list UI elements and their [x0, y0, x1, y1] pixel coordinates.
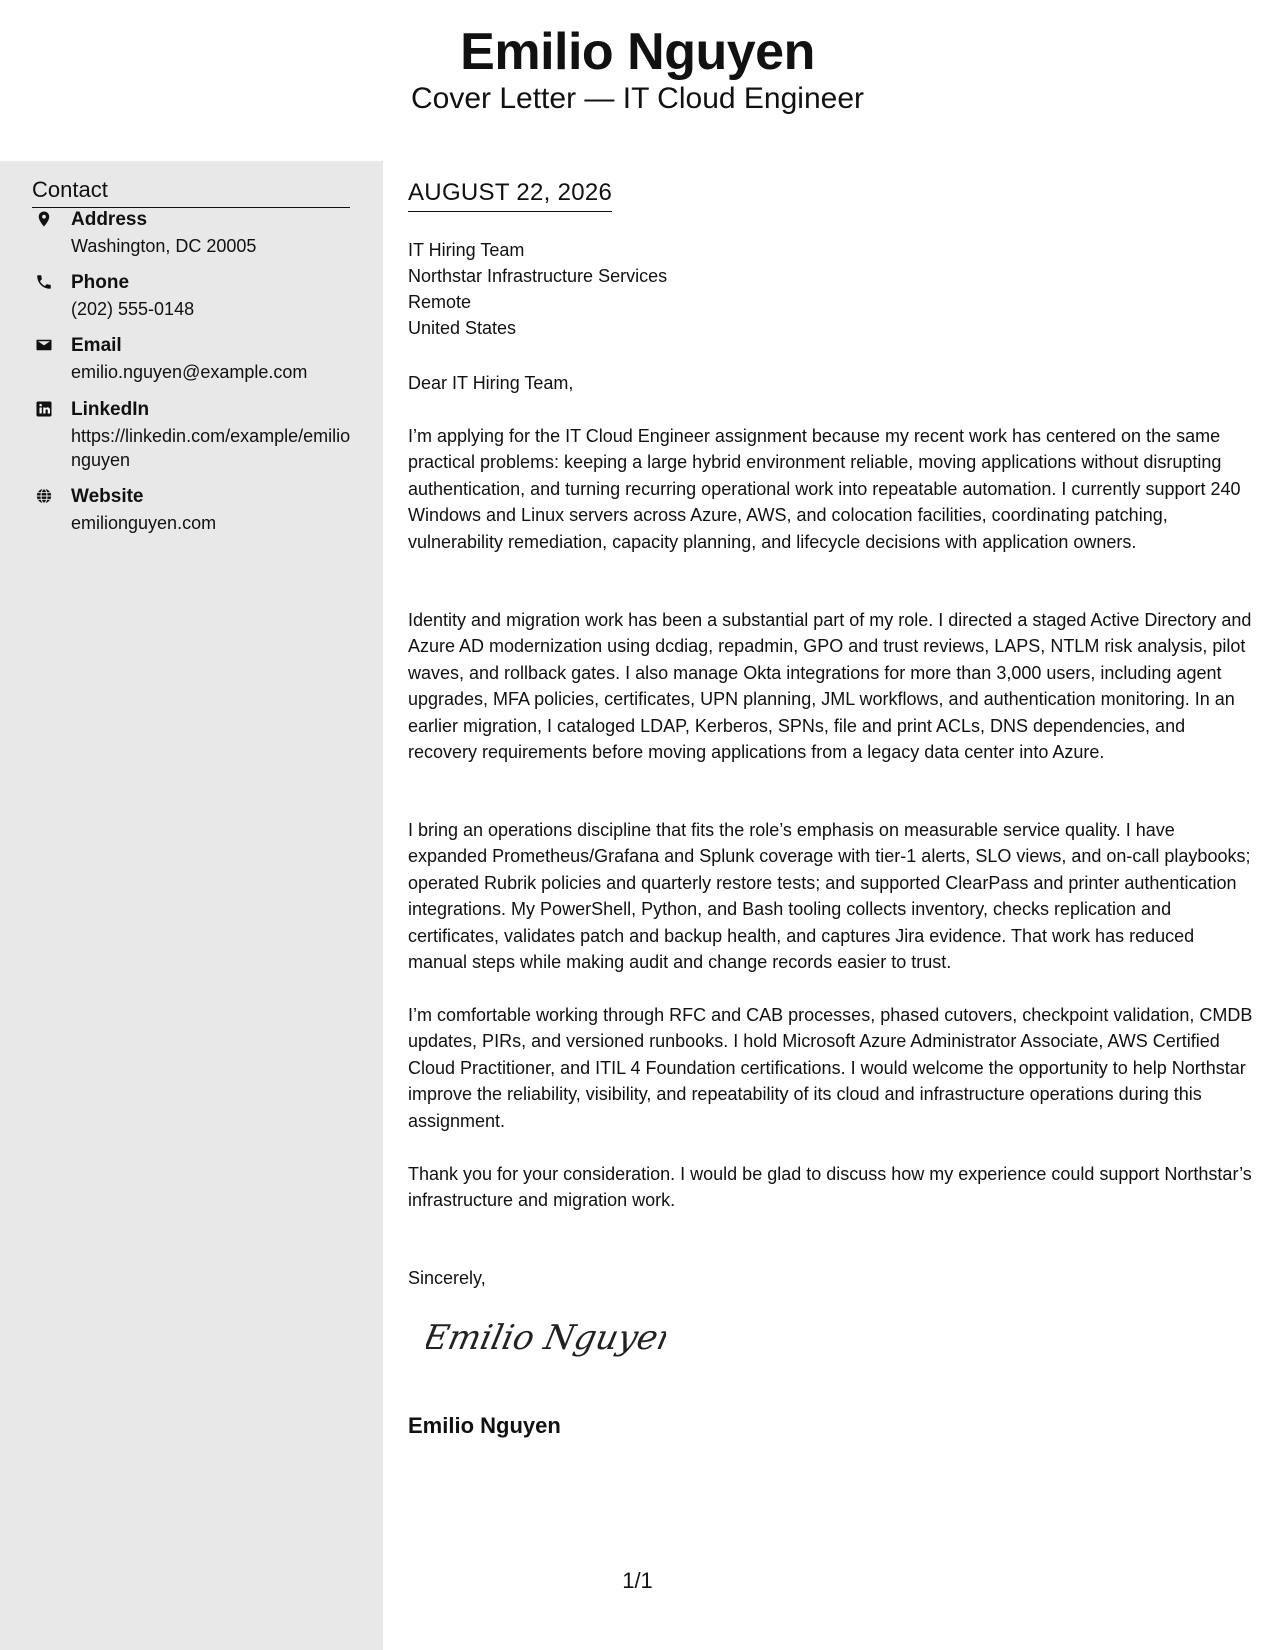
contact-label: Address — [71, 209, 148, 230]
recipient-line: Remote — [408, 292, 472, 312]
contact-value[interactable]: emilionguyen.com — [71, 513, 217, 533]
signer-name: Emilio Nguyen — [408, 1413, 561, 1438]
applicant-name: Emilio Nguyen — [460, 23, 815, 81]
paragraph: I’m comfortable working through RFC and CAB processes, phased cutovers, checkpoint validation, CMDB updates, PIRs, and versioned runbooks. I hold Microsoft Azure Administrator Associate, AWS Certified Cloud Practitioner, and ITIL 4 Foundation certifications. I would welcome the opportunity to help Northstar improve the reliability, visibility, and repeatability of its cloud and infrastructure operations during this assignment. — [408, 1005, 1253, 1131]
closing: Sincerely, — [408, 1268, 486, 1288]
page-header — [0, 0, 1275, 160]
handwritten-signature — [426, 1309, 666, 1374]
phone-icon — [35, 273, 53, 291]
contact-value[interactable]: https://linkedin.com/example/emilionguyen — [71, 426, 351, 470]
signature-text: Emilio Nguyen — [426, 1318, 666, 1358]
letter-date: AUGUST 22, 2026 — [408, 179, 612, 212]
contact-sidebar — [0, 161, 383, 1650]
paragraph: Thank you for your consideration. I would be glad to discuss how my experience could support Northstar’s infrastructure and migration work. — [408, 1164, 1252, 1211]
contact-value: (202) 555-0148 — [71, 299, 195, 319]
contact-label: Email — [71, 335, 122, 356]
salutation: Dear IT Hiring Team, — [408, 373, 574, 393]
recipient-line: IT Hiring Team — [408, 240, 525, 260]
paragraph: I bring an operations discipline that fits the role’s emphasis on measurable service quality. I have expanded Prometheus/Grafana and Splunk coverage with tier-1 alerts, SLO views, and on-call playbooks; operated Rubrik policies and quarterly restore tests; and supported ClearPass and printer authentication integrations. My PowerShell, Python, and Bash tooling collects inventory, checks replication and certificates, validates patch and backup health, and captures Jira evidence. That work has reduced manual steps while making audit and change records easier to trust. — [408, 820, 1251, 973]
contact-heading: Contact — [32, 177, 350, 208]
contact-label: LinkedIn — [71, 399, 150, 420]
paragraph: Identity and migration work has been a substantial part of my role. I directed a staged Active Directory and Azure AD modernization using dcdiag, repadmin, GPO and trust reviews, LAPS, NTLM risk analysis, pilot waves, and rollback gates. I also manage Okta integrations for more than 3,000 users, including agent upgrades, MFA policies, certificates, UPN planning, JML workflows, and authentication monitoring. In an earlier migration, I cataloged LDAP, Kerberos, SPNs, file and print ACLs, DNS dependencies, and recovery requirements before moving applications from a legacy data center into Azure. — [408, 610, 1252, 763]
contact-label: Phone — [71, 272, 130, 293]
contact-label: Website — [71, 486, 144, 507]
document-subtitle: Cover Letter — IT Cloud Engineer — [410, 82, 864, 115]
envelope-icon — [35, 336, 53, 354]
page-number: 1/1 — [622, 1568, 653, 1593]
linkedin-icon — [35, 400, 53, 418]
recipient-line: United States — [408, 318, 517, 338]
paragraph: I’m applying for the IT Cloud Engineer assignment because my recent work has centered on the same practical problems: keeping a large hybrid environment reliable, moving applications without disrupting authentication, and turning recurring operational work into repeatable automation. I currently support 240 Windows and Linux servers across Azure, AWS, and colocation facilities, coordinating patching, vulnerability remediation, capacity planning, and lifecycle decisions with application owners. — [408, 426, 1241, 552]
contact-value[interactable]: emilio.nguyen@example.com — [71, 362, 308, 382]
recipient-line: Northstar Infrastructure Services — [408, 266, 668, 286]
map-pin-icon — [35, 210, 53, 228]
globe-icon — [35, 487, 53, 505]
contact-value: Washington, DC 20005 — [71, 236, 257, 256]
